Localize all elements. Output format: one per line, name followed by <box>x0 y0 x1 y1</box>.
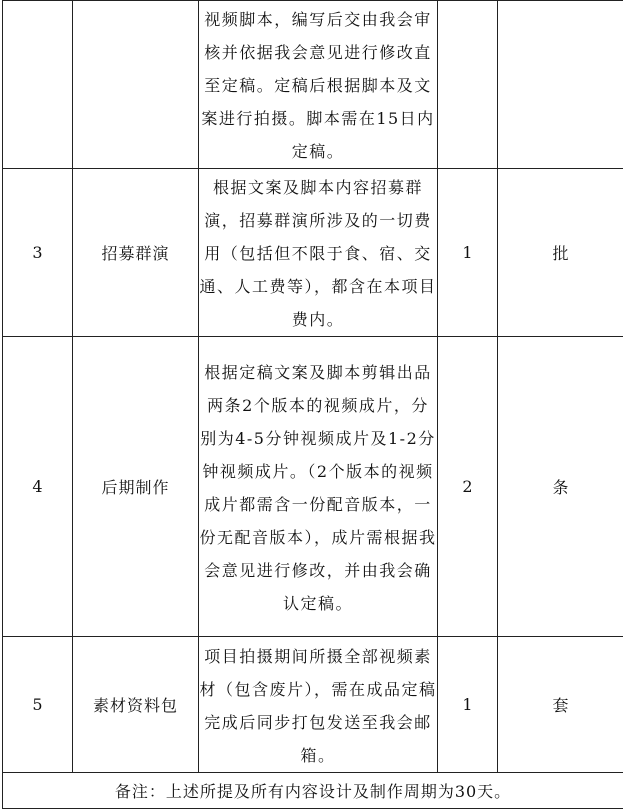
item-quantity: 2 <box>438 337 498 637</box>
item-quantity: 1 <box>438 637 498 773</box>
item-description: 项目拍摄期间所摄全部视频素材（包含废片），需在成品定稿完成后同步打包发送至我会邮箱。 <box>199 637 438 773</box>
table-row <box>3 169 623 337</box>
item-unit: 套 <box>498 637 623 773</box>
item-name <box>73 1 199 169</box>
item-unit <box>498 1 623 169</box>
item-description: 根据文案及脚本内容招募群演，招募群演所涉及的一切费用（包括但不限于食、宿、交通、人工费等），都含在本项目费内。 <box>199 169 438 337</box>
requirements-table <box>2 0 623 809</box>
row-number: 3 <box>3 169 73 337</box>
table-row <box>3 637 623 773</box>
row-number: 5 <box>3 637 73 773</box>
table-note: 备注：上述所提及所有内容设计及制作周期为30天。 <box>3 773 623 809</box>
item-unit: 条 <box>498 337 623 637</box>
item-quantity: 1 <box>438 169 498 337</box>
table-row <box>3 773 623 809</box>
item-name: 招募群演 <box>73 169 199 337</box>
item-name: 素材资料包 <box>73 637 199 773</box>
item-quantity <box>438 1 498 169</box>
row-number <box>3 1 73 169</box>
item-description: 视频脚本，编写后交由我会审核并依据我会意见进行修改直至定稿。定稿后根据脚本及文案进行拍摄。脚本需在15日内定稿。 <box>199 1 438 169</box>
table-row <box>3 1 623 169</box>
row-number: 4 <box>3 337 73 637</box>
item-unit: 批 <box>498 169 623 337</box>
item-name: 后期制作 <box>73 337 199 637</box>
item-description: 根据定稿文案及脚本剪辑出品两条2个版本的视频成片，分别为4-5分钟视频成片及1-2分钟视频成片。（2个版本的视频成片都需含一份配音版本，一份无配音版本），成片需根据我会意见进行修改，并由我会确认定稿。 <box>199 337 438 637</box>
table-row <box>3 337 623 637</box>
